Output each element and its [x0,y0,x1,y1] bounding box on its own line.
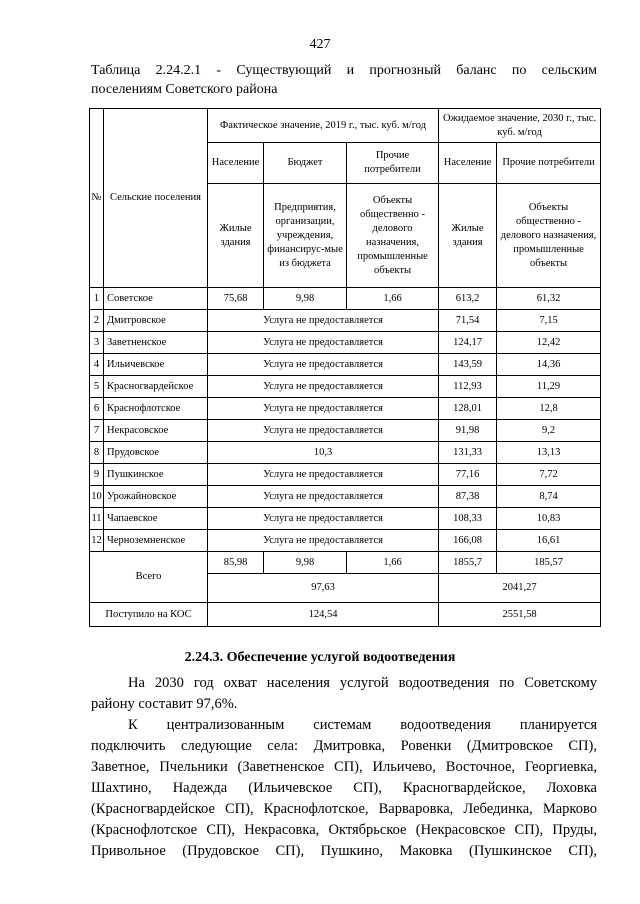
paragraph-line: Шахтино, Надежда (Ильичевское СП), Красногвардейское, Лоховка [91,780,597,796]
row-other-2030: 14,36 [497,354,601,376]
row-number: 6 [90,398,104,420]
paragraph-coverage [91,673,597,715]
section-heading: 2.24.3. Обеспечение услугой водоотведения [184,650,456,665]
row-other-2030: 12,42 [497,332,601,354]
header-other-consumers-2030: Прочие потребители [497,143,601,184]
table-row [90,508,601,530]
row-other: 1,66 [347,288,439,310]
row-settlement: Урожайновское [104,486,208,508]
row-other-2030: 16,61 [497,530,601,552]
row-number: 2 [90,310,104,332]
total-other-2030: 185,57 [497,552,601,574]
row-population-2030: 108,33 [439,508,497,530]
paragraph-line: На 2030 год охват населения услугой водоотведения по Советскому [128,675,597,691]
row-other-2030: 7,72 [497,464,601,486]
row-population-2030: 112,93 [439,376,497,398]
row-settlement: Прудовское [104,442,208,464]
header-population: Население [208,143,264,184]
paragraph-line: (Краснофлотское СП), Некрасовка, Октябрьское (Некрасовское СП), Пруды, [91,822,597,838]
row-other-2030: 8,74 [497,486,601,508]
row-settlement: Советское [104,288,208,310]
row-service-status: 10,3 [208,442,439,464]
row-population-2030: 166,08 [439,530,497,552]
table-row [90,398,601,420]
row-number: 7 [90,420,104,442]
total-label: Всего [90,552,208,603]
total-sum-2019: 97,63 [208,574,439,603]
row-population-2030: 128,01 [439,398,497,420]
table-row [90,310,601,332]
table-caption [91,61,597,99]
header-settlement: Сельские поселения [104,109,208,288]
row-settlement: Черноземненское [104,530,208,552]
row-number: 8 [90,442,104,464]
total-budget: 9,98 [264,552,347,574]
total-population: 85,98 [208,552,264,574]
row-population: 75,68 [208,288,264,310]
header-expected-2030: Ожидаемое значение, 2030 г., тыс. куб. м/год [439,109,601,143]
row-other-2030: 7,15 [497,310,601,332]
header-num: № [90,109,104,288]
table-row [90,486,601,508]
row-other-2030: 13,13 [497,442,601,464]
table-caption-line-2: поселениям Советского района [91,82,278,97]
table-row [90,288,601,310]
row-population-2030: 77,16 [439,464,497,486]
row-service-status: Услуга не предоставляется [208,464,439,486]
row-other-2030: 12,8 [497,398,601,420]
table-row [90,376,601,398]
header-residential: Жилые здания [208,184,264,288]
row-service-status: Услуга не предоставляется [208,486,439,508]
kos-2019: 124,54 [208,603,439,627]
row-budget: 9,98 [264,288,347,310]
row-population-2030: 143,59 [439,354,497,376]
header-population-2030: Население [439,143,497,184]
total-other: 1,66 [347,552,439,574]
total-population-2030: 1855,7 [439,552,497,574]
row-population-2030: 71,54 [439,310,497,332]
header-budget-desc: Предприятия, организации, учреждения, финансирус-мые из бюджета [264,184,347,288]
row-settlement: Дмитровское [104,310,208,332]
row-service-status: Услуга не предоставляется [208,508,439,530]
row-population-2030: 91,98 [439,420,497,442]
row-service-status: Услуга не предоставляется [208,398,439,420]
table-row [90,464,601,486]
header-other-desc-2030: Объекты общественно - делового назначения, промышленные объекты [497,184,601,288]
row-population-2030: 87,38 [439,486,497,508]
row-settlement: Красногвардейское [104,376,208,398]
header-row-1 [90,109,601,143]
row-other-2030: 10,83 [497,508,601,530]
row-population-2030: 124,17 [439,332,497,354]
header-residential-2030: Жилые здания [439,184,497,288]
row-number: 12 [90,530,104,552]
row-population-2030: 613,2 [439,288,497,310]
row-number: 1 [90,288,104,310]
paragraph-line: (Красногвардейское СП), Краснофлотское, Варваровка, Лебединка, Марково [91,801,597,817]
row-service-status: Услуга не предоставляется [208,310,439,332]
table-row [90,530,601,552]
header-budget: Бюджет [264,143,347,184]
row-other-2030: 61,32 [497,288,601,310]
paragraph-line: Привольное (Прудовское СП), Пушкино, Маковка (Пушкинское СП), [91,843,597,859]
row-service-status: Услуга не предоставляется [208,376,439,398]
kos-row [90,603,601,627]
row-other-2030: 9,2 [497,420,601,442]
row-settlement: Ильичевское [104,354,208,376]
row-settlement: Пушкинское [104,464,208,486]
row-other-2030: 11,29 [497,376,601,398]
row-settlement: Некрасовское [104,420,208,442]
header-other-consumers: Прочие потребители [347,143,439,184]
row-number: 4 [90,354,104,376]
header-other-desc: Объекты общественно - делового назначения, промышленные объекты [347,184,439,288]
balance-table [89,108,601,627]
header-fact-2019: Фактическое значение, 2019 г., тыс. куб. м/год [208,109,439,143]
row-number: 3 [90,332,104,354]
table-row [90,420,601,442]
row-service-status: Услуга не предоставляется [208,420,439,442]
table-row [90,332,601,354]
total-sum-2030: 2041,27 [439,574,601,603]
row-number: 11 [90,508,104,530]
row-number: 10 [90,486,104,508]
paragraph-line: К централизованным системам водоотведения планируется [128,717,597,733]
row-number: 5 [90,376,104,398]
row-settlement: Заветненское [104,332,208,354]
kos-label: Поступило на КОС [90,603,208,627]
row-number: 9 [90,464,104,486]
paragraph-line: Заветное, Пчельники (Заветненское СП), Ильичево, Восточное, Георгиевка, [91,759,597,775]
paragraph-line: подключить следующие села: Дмитровка, Ровенки (Дмитровское СП), [91,738,597,754]
table-caption-line-1: Таблица 2.24.2.1 - Существующий и прогнозный баланс по сельским [91,63,597,78]
table-row [90,442,601,464]
paragraph-line: району составит 97,6%. [91,696,238,712]
paragraph-connections [91,715,597,862]
row-service-status: Услуга не предоставляется [208,530,439,552]
table-row [90,354,601,376]
row-population-2030: 131,33 [439,442,497,464]
total-row [90,552,601,574]
page-number: 427 [309,37,331,52]
row-service-status: Услуга не предоставляется [208,354,439,376]
row-settlement: Краснофлотское [104,398,208,420]
kos-2030: 2551,58 [439,603,601,627]
row-settlement: Чапаевское [104,508,208,530]
row-service-status: Услуга не предоставляется [208,332,439,354]
